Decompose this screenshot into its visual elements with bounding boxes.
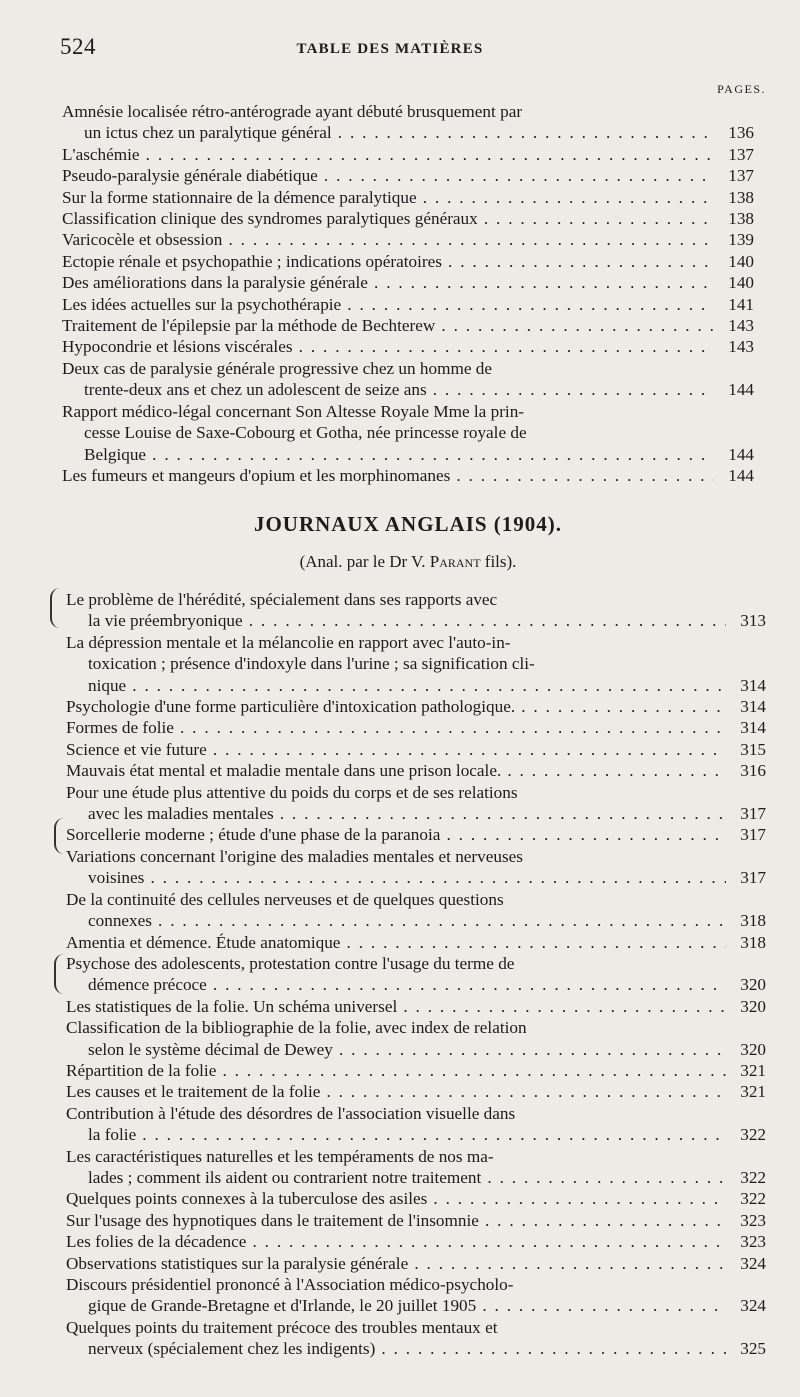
toc-entry-line: avec les maladies mentales . . .: [66, 803, 726, 824]
toc-entry-line: Contribution à l'étude des désordres de l'association visuelle dans: [66, 1103, 516, 1123]
toc-entry-line: nique . . .: [66, 675, 726, 696]
toc-entry-line: connexes . . .: [66, 910, 726, 931]
toc-entry-title: [66, 1081, 726, 1102]
toc-entry-line: Amentia et démence. Étude anatomique . . .: [66, 932, 726, 953]
toc-entry-line: Les fumeurs et mangeurs d'opium et les morphinomanes . . .: [62, 465, 714, 486]
toc-entry-title: [66, 632, 726, 696]
toc-entry: [62, 187, 754, 208]
toc-entry-line: Observations statistiques sur la paralysie générale . . .: [66, 1253, 726, 1274]
toc-entry-page: 324: [740, 1253, 766, 1273]
toc-entry-line: Varicocèle et obsession . . .: [62, 229, 714, 250]
toc-entry-title: [62, 229, 714, 250]
toc-entry-page: 140: [728, 251, 754, 271]
toc-entry-line: Hypocondrie et lésions viscérales . . .: [62, 336, 714, 357]
toc-section-french: [62, 101, 754, 486]
toc-entry: [62, 251, 754, 272]
toc-entry-title: [62, 208, 714, 229]
toc-entry-line: Mauvais état mental et maladie mentale dans une prison locale. . . .: [66, 760, 726, 781]
toc-entry-page: 144: [728, 380, 754, 400]
toc-entry-title: [62, 336, 714, 357]
toc-entry-line: la folie . . .: [66, 1124, 726, 1145]
toc-entry-title: [62, 272, 714, 293]
subtitle-prefix: (Anal. par le Dr V.: [299, 552, 430, 571]
toc-entry-line: gique de Grande-Bretagne et d'Irlande, le 20 juillet 1905 . . .: [66, 1295, 726, 1316]
toc-entry-title: [62, 165, 714, 186]
toc-entry: [62, 294, 754, 315]
toc-entry-page: 317: [740, 868, 766, 888]
toc-entry-page: 316: [740, 761, 766, 781]
toc-entry-line: Ectopie rénale et psychopathie ; indications opératoires . . .: [62, 251, 714, 272]
toc-entry-page: 320: [740, 975, 766, 995]
toc-entry-line: Les idées actuelles sur la psychothérapie . . .: [62, 294, 714, 315]
toc-entry-line: Classification de la bibliographie de la folie, avec index de relation: [66, 1018, 527, 1038]
toc-entry-line: Sorcellerie moderne ; étude d'une phase de la paranoia . . .: [66, 824, 726, 845]
toc-entry-title: [62, 401, 714, 465]
toc-entry: [66, 846, 766, 889]
toc-entry-line: Amnésie localisée rétro-antérograde ayant débuté brusquement par: [62, 102, 523, 121]
toc-entry-page: 314: [740, 718, 766, 738]
toc-entry: [66, 1103, 766, 1146]
toc-entry-title: [62, 358, 714, 401]
toc-entry-page: 321: [740, 1082, 766, 1102]
toc-entry-page: 137: [728, 144, 754, 164]
subtitle-suffix: fils).: [480, 552, 517, 571]
toc-entry-title: [66, 782, 726, 825]
toc-entry-title: [66, 717, 726, 738]
toc-entry-title: [66, 696, 726, 717]
toc-entry-page: 318: [740, 911, 766, 931]
toc-entry-line: un ictus chez un paralytique général . . .: [62, 122, 714, 143]
toc-entry-line: démence précoce . . .: [66, 974, 726, 995]
toc-entry-page: 138: [728, 187, 754, 207]
toc-entry-page: 315: [740, 739, 766, 759]
toc-entry-line: Le problème de l'hérédité, spécialement dans ses rapports avec: [66, 590, 498, 609]
toc-entry-page: 139: [728, 230, 754, 250]
toc-entry-line: selon le système décimal de Dewey . . .: [66, 1039, 726, 1060]
section-title: JOURNAUX ANGLAIS (1904).: [253, 512, 563, 536]
toc-entry-title: [66, 1317, 726, 1360]
pages-column-label: PAGES.: [717, 82, 766, 96]
toc-entry-page: 320: [740, 1039, 766, 1059]
toc-entry: [66, 632, 766, 696]
toc-entry-page: 320: [740, 996, 766, 1016]
toc-entry-page: 322: [740, 1125, 766, 1145]
toc-entry-line: Sur la forme stationnaire de la démence paralytique . . .: [62, 187, 714, 208]
toc-entry-title: [66, 1060, 726, 1081]
toc-entry-line: Deux cas de paralysie générale progressive chez un homme de: [62, 358, 492, 378]
toc-entry-line: Psychose des adolescents, protestation contre l'usage du terme de: [66, 953, 515, 973]
toc-entry-title: [66, 1103, 726, 1146]
toc-entry-page: 314: [740, 675, 766, 695]
subtitle-author: Parant: [429, 552, 481, 571]
toc-entry: [62, 144, 754, 165]
toc-entry-line: Traitement de l'épilepsie par la méthode de Bechterew . . .: [62, 315, 714, 336]
page-number: 524: [60, 34, 96, 59]
toc-entry-title: [66, 1231, 726, 1252]
toc-entry: [62, 229, 754, 250]
toc-entry-page: 323: [740, 1210, 766, 1230]
toc-entry-title: [62, 144, 714, 165]
toc-entry-page: 318: [740, 932, 766, 952]
toc-entry: [66, 782, 766, 825]
toc-entry: [66, 932, 766, 953]
toc-section-english: [66, 589, 766, 1360]
toc-entry: [66, 1317, 766, 1360]
toc-entry-title: [62, 251, 714, 272]
toc-entry: [62, 165, 754, 186]
toc-entry: [66, 717, 766, 738]
toc-entry: [66, 824, 766, 845]
toc-entry-line: cesse Louise de Saxe-Cobourg et Gotha, née princesse royale de: [84, 423, 527, 443]
toc-entry-line: Psychologie d'une forme particulière d'intoxication pathologique. . . .: [66, 696, 726, 717]
toc-entry: [66, 996, 766, 1017]
toc-entry: [66, 1081, 766, 1102]
toc-entry-line: Répartition de la folie . . .: [66, 1060, 726, 1081]
toc-entry-line: Les statistiques de la folie. Un schéma universel . . .: [66, 996, 726, 1017]
toc-entry-line: Rapport médico-légal concernant Son Altesse Royale Mme la prin-: [62, 401, 525, 421]
toc-entry-line: Les causes et le traitement de la folie . . .: [66, 1081, 726, 1102]
running-head: [60, 34, 760, 64]
toc-entry-line: Science et vie future . . .: [66, 739, 726, 760]
toc-entry-line: Quelques points du traitement précoce des troubles mentaux et: [66, 1317, 498, 1337]
toc-entry-page: 136: [728, 123, 754, 143]
toc-entry: [62, 101, 754, 144]
toc-entry-title: [66, 1253, 726, 1274]
toc-entry-title: [66, 889, 726, 932]
toc-entry-page: 321: [740, 1060, 766, 1080]
toc-entry: [62, 401, 754, 465]
toc-entry-page: 325: [740, 1339, 766, 1359]
toc-entry-title: [66, 1146, 726, 1189]
toc-entry-line: L'aschémie . . .: [62, 144, 714, 165]
toc-entry-title: [66, 1188, 726, 1209]
toc-entry-title: [66, 589, 726, 632]
toc-entry-title: [66, 846, 726, 889]
toc-entry-title: [66, 1274, 726, 1317]
toc-entry-title: [66, 932, 726, 953]
toc-entry-line: nerveux (spécialement chez les indigents) . . .: [66, 1338, 726, 1359]
toc-entry-page: 324: [740, 1296, 766, 1316]
toc-entry-page: 143: [728, 316, 754, 336]
toc-entry-page: 322: [740, 1167, 766, 1187]
toc-entry: [62, 272, 754, 293]
toc-entry-page: 313: [740, 611, 766, 631]
toc-entry: [66, 696, 766, 717]
toc-entry-title: [66, 824, 726, 845]
toc-entry: [66, 739, 766, 760]
toc-entry-line: Pseudo-paralysie générale diabétique . . .: [62, 165, 714, 186]
toc-entry: [66, 1274, 766, 1317]
toc-entry-title: [62, 101, 714, 144]
toc-entry-title: [62, 465, 714, 486]
toc-entry-page: 317: [740, 825, 766, 845]
toc-entry-line: voisines . . .: [66, 867, 726, 888]
toc-entry: [62, 465, 754, 486]
toc-entry-page: 143: [728, 337, 754, 357]
toc-entry: [62, 315, 754, 336]
toc-entry-title: [66, 1210, 726, 1231]
toc-entry-line: De la continuité des cellules nerveuses et de quelques questions: [66, 889, 504, 909]
toc-entry: [66, 1253, 766, 1274]
toc-entry: [62, 358, 754, 401]
toc-entry: [66, 1146, 766, 1189]
toc-entry: [66, 760, 766, 781]
toc-entry-line: Discours présidentiel prononcé à l'Association médico-psycholo-: [66, 1275, 514, 1294]
toc-entry-line: toxication ; présence d'indoxyle dans l'urine ; sa signification cli-: [88, 654, 535, 674]
toc-entry-page: 138: [728, 209, 754, 229]
toc-entry-line: Formes de folie . . .: [66, 717, 726, 738]
toc-entry-line: Sur l'usage des hypnotiques dans le traitement de l'insomnie . . .: [66, 1210, 726, 1231]
toc-entry-title: [66, 760, 726, 781]
toc-entry-line: La dépression mentale et la mélancolie en rapport avec l'auto-in-: [66, 632, 511, 652]
toc-entry-line: lades ; comment ils aident ou contrarient notre traitement . . .: [66, 1167, 726, 1188]
toc-entry-line: Classification clinique des syndromes paralytiques généraux . . .: [62, 208, 714, 229]
toc-entry-line: Des améliorations dans la paralysie générale . . .: [62, 272, 714, 293]
toc-entry-line: la vie préembryonique . . .: [66, 610, 726, 631]
toc-entry-line: trente-deux ans et chez un adolescent de seize ans . . .: [62, 379, 714, 400]
toc-entry-title: [66, 953, 726, 996]
toc-entry-title: [62, 315, 714, 336]
running-title: TABLE DES MATIÈRES: [296, 41, 484, 57]
toc-entry-title: [62, 187, 714, 208]
toc-entry-title: [66, 739, 726, 760]
margin-bracket-mark: [54, 954, 64, 994]
toc-entry-title: [66, 996, 726, 1017]
toc-entry-page: 141: [728, 294, 754, 314]
toc-entry-page: 317: [740, 804, 766, 824]
toc-entry-line: Variations concernant l'origine des maladies mentales et nerveuses: [66, 846, 523, 866]
margin-bracket-mark: [50, 588, 60, 628]
toc-entry: [66, 589, 766, 632]
toc-entry: [62, 336, 754, 357]
toc-entry-page: 322: [740, 1189, 766, 1209]
margin-bracket-mark: [54, 818, 64, 854]
toc-entry-line: Quelques points connexes à la tuberculose des asiles . . .: [66, 1188, 726, 1209]
toc-entry: [66, 1210, 766, 1231]
toc-entry-title: [62, 294, 714, 315]
toc-entry: [66, 1231, 766, 1252]
toc-entry-page: 323: [740, 1232, 766, 1252]
section-subtitle: [0, 552, 800, 572]
toc-entry-line: Les caractéristiques naturelles et les tempéraments de nos ma-: [66, 1146, 494, 1166]
toc-entry-title: [66, 1017, 726, 1060]
toc-entry-line: Pour une étude plus attentive du poids du corps et de ses relations: [66, 782, 518, 802]
toc-entry-page: 144: [728, 465, 754, 485]
toc-entry: [66, 1060, 766, 1081]
toc-entry: [66, 953, 766, 996]
toc-entry-page: 314: [740, 697, 766, 717]
toc-entry-page: 137: [728, 166, 754, 186]
toc-entry-page: 140: [728, 273, 754, 293]
toc-entry-line: Belgique . . .: [62, 444, 714, 465]
toc-entry: [62, 208, 754, 229]
toc-entry: [66, 1188, 766, 1209]
toc-entry-line: Les folies de la décadence . . .: [66, 1231, 726, 1252]
toc-entry: [66, 889, 766, 932]
toc-entry: [66, 1017, 766, 1060]
toc-entry-page: 144: [728, 444, 754, 464]
